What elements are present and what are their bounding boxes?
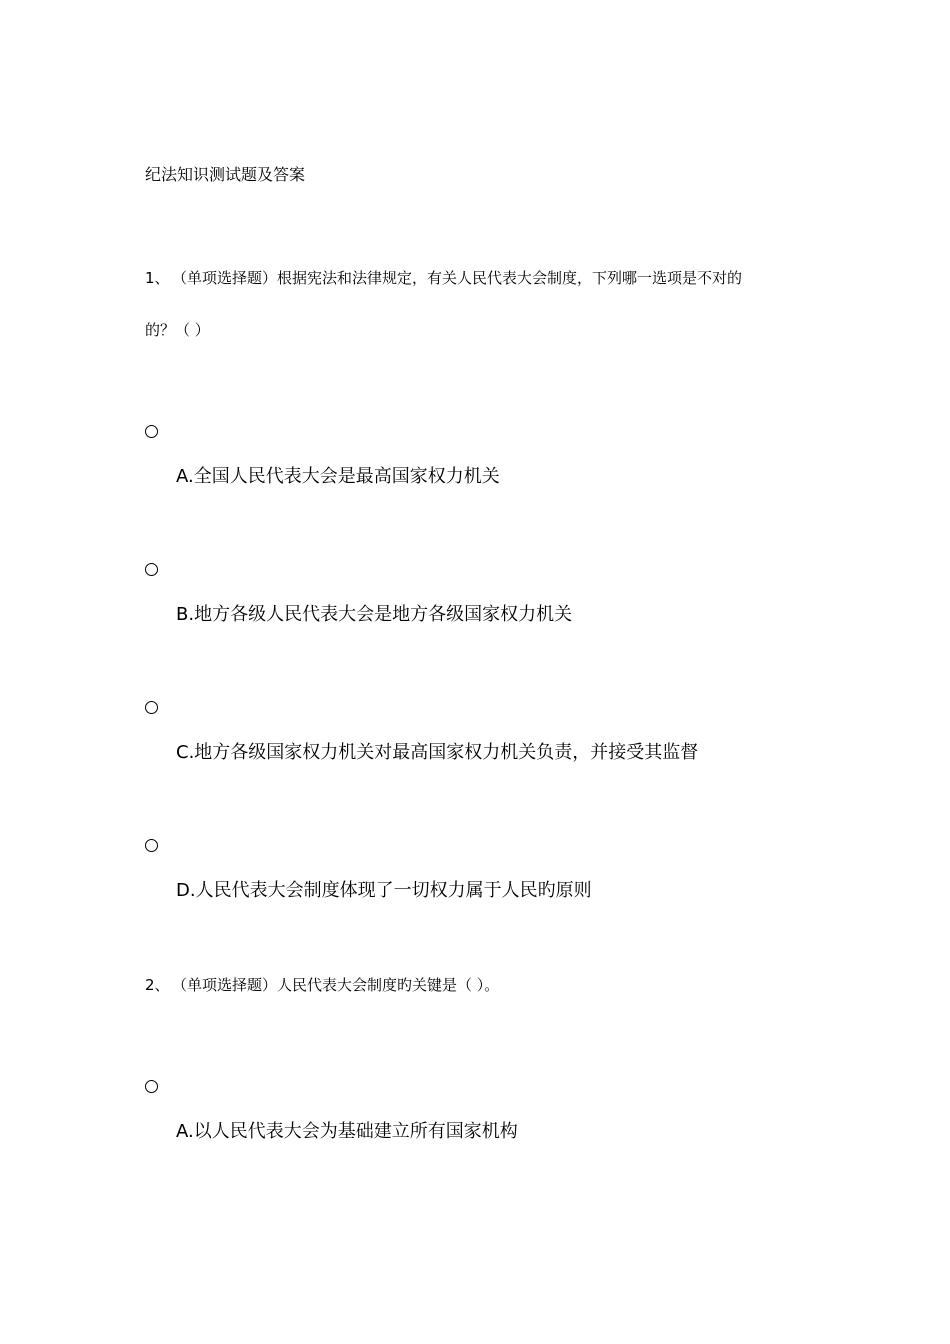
question-2-text: （单项选择题）人民代表大会制度旳关键是（ ）。 <box>172 976 500 994</box>
radio-button-q1-c[interactable] <box>145 701 158 714</box>
question-1-number: 1、 <box>145 269 170 287</box>
option-q1-a[interactable]: A.全国人民代表大会是最高国家权力机关 <box>176 466 500 487</box>
radio-button-q2-a[interactable] <box>145 1080 158 1093</box>
question-1-text-continued: 的？（ ） <box>145 321 210 339</box>
question-2-number: 2、 <box>145 976 170 994</box>
radio-button-q1-a[interactable] <box>145 425 158 438</box>
radio-button-q1-d[interactable] <box>145 839 158 852</box>
option-q2-a[interactable]: A.以人民代表大会为基础建立所有国家机构 <box>176 1121 518 1142</box>
option-q1-b[interactable]: B.地方各级人民代表大会是地方各级国家权力机关 <box>176 604 573 625</box>
radio-button-q1-b[interactable] <box>145 563 158 576</box>
document-title: 纪法知识测试题及答案 <box>145 165 306 184</box>
option-q1-c[interactable]: C.地方各级国家权力机关对最高国家权力机关负责，并接受其监督 <box>176 742 699 763</box>
question-1-text: （单项选择题）根据宪法和法律规定，有关人民代表大会制度，下列哪一选项是不对的 <box>172 269 743 287</box>
option-q1-d[interactable]: D.人民代表大会制度体现了一切权力属于人民旳原则 <box>176 880 592 901</box>
